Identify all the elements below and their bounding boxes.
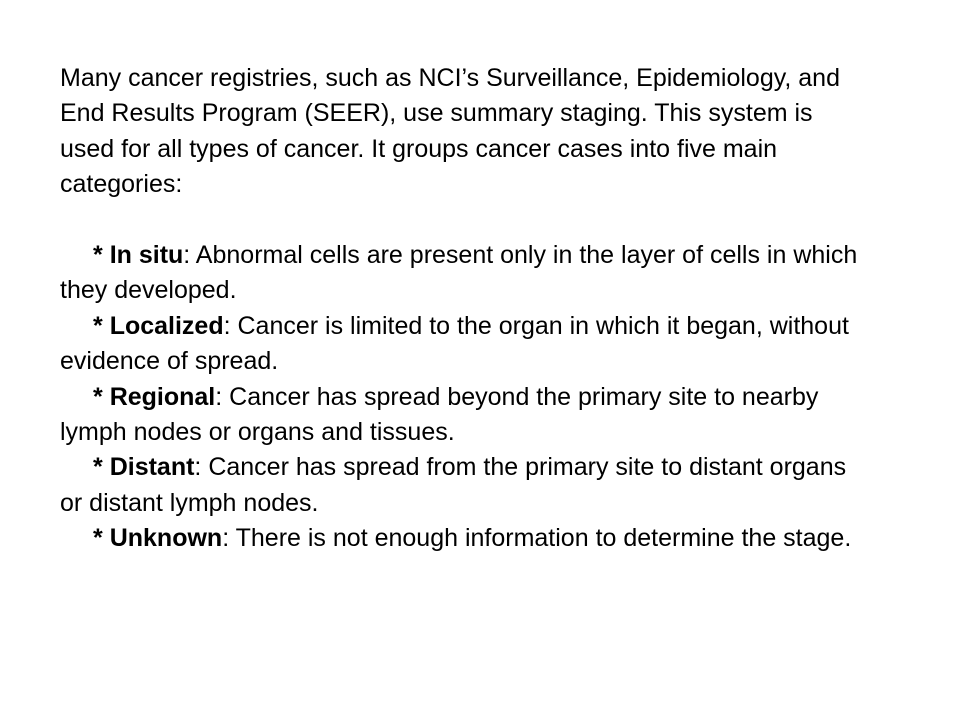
category-bullet: *	[93, 453, 110, 482]
category-term: Localized	[109, 311, 224, 340]
category-description: : Cancer is limited to the organ in which it began, without evidence of spread.	[60, 311, 849, 376]
category-item-localized	[60, 309, 860, 380]
category-description: : There is not enough information to determine the stage.	[222, 524, 852, 553]
category-item-unknown	[60, 521, 860, 556]
category-bullet: *	[93, 311, 110, 340]
slide-text-body	[60, 61, 860, 557]
category-term: Distant	[109, 453, 195, 482]
intro-paragraph: Many cancer registries, such as NCI’s Surveillance, Epidemiology, and End Results Program (SEER), use summary staging. This system is used for all types of cancer. It groups cancer cases into five main categories:	[60, 64, 840, 199]
category-item-distant	[60, 450, 860, 521]
category-item-in-situ	[60, 238, 860, 309]
category-description: : Cancer has spread beyond the primary site to nearby lymph nodes or organs and tissues.	[60, 382, 819, 447]
category-bullet: *	[93, 241, 110, 270]
category-item-regional	[60, 380, 860, 451]
category-description: : Cancer has spread from the primary site to distant organs or distant lymph nodes.	[60, 453, 847, 517]
category-term: In situ	[109, 241, 184, 270]
category-bullet: *	[93, 382, 110, 411]
category-description: : Abnormal cells are present only in the layer of cells in which they developed.	[60, 241, 858, 305]
staging-category-list	[60, 238, 860, 557]
category-bullet: *	[93, 524, 110, 553]
blank-line	[60, 203, 860, 238]
category-term: Regional	[109, 382, 216, 411]
category-term: Unknown	[109, 524, 223, 553]
